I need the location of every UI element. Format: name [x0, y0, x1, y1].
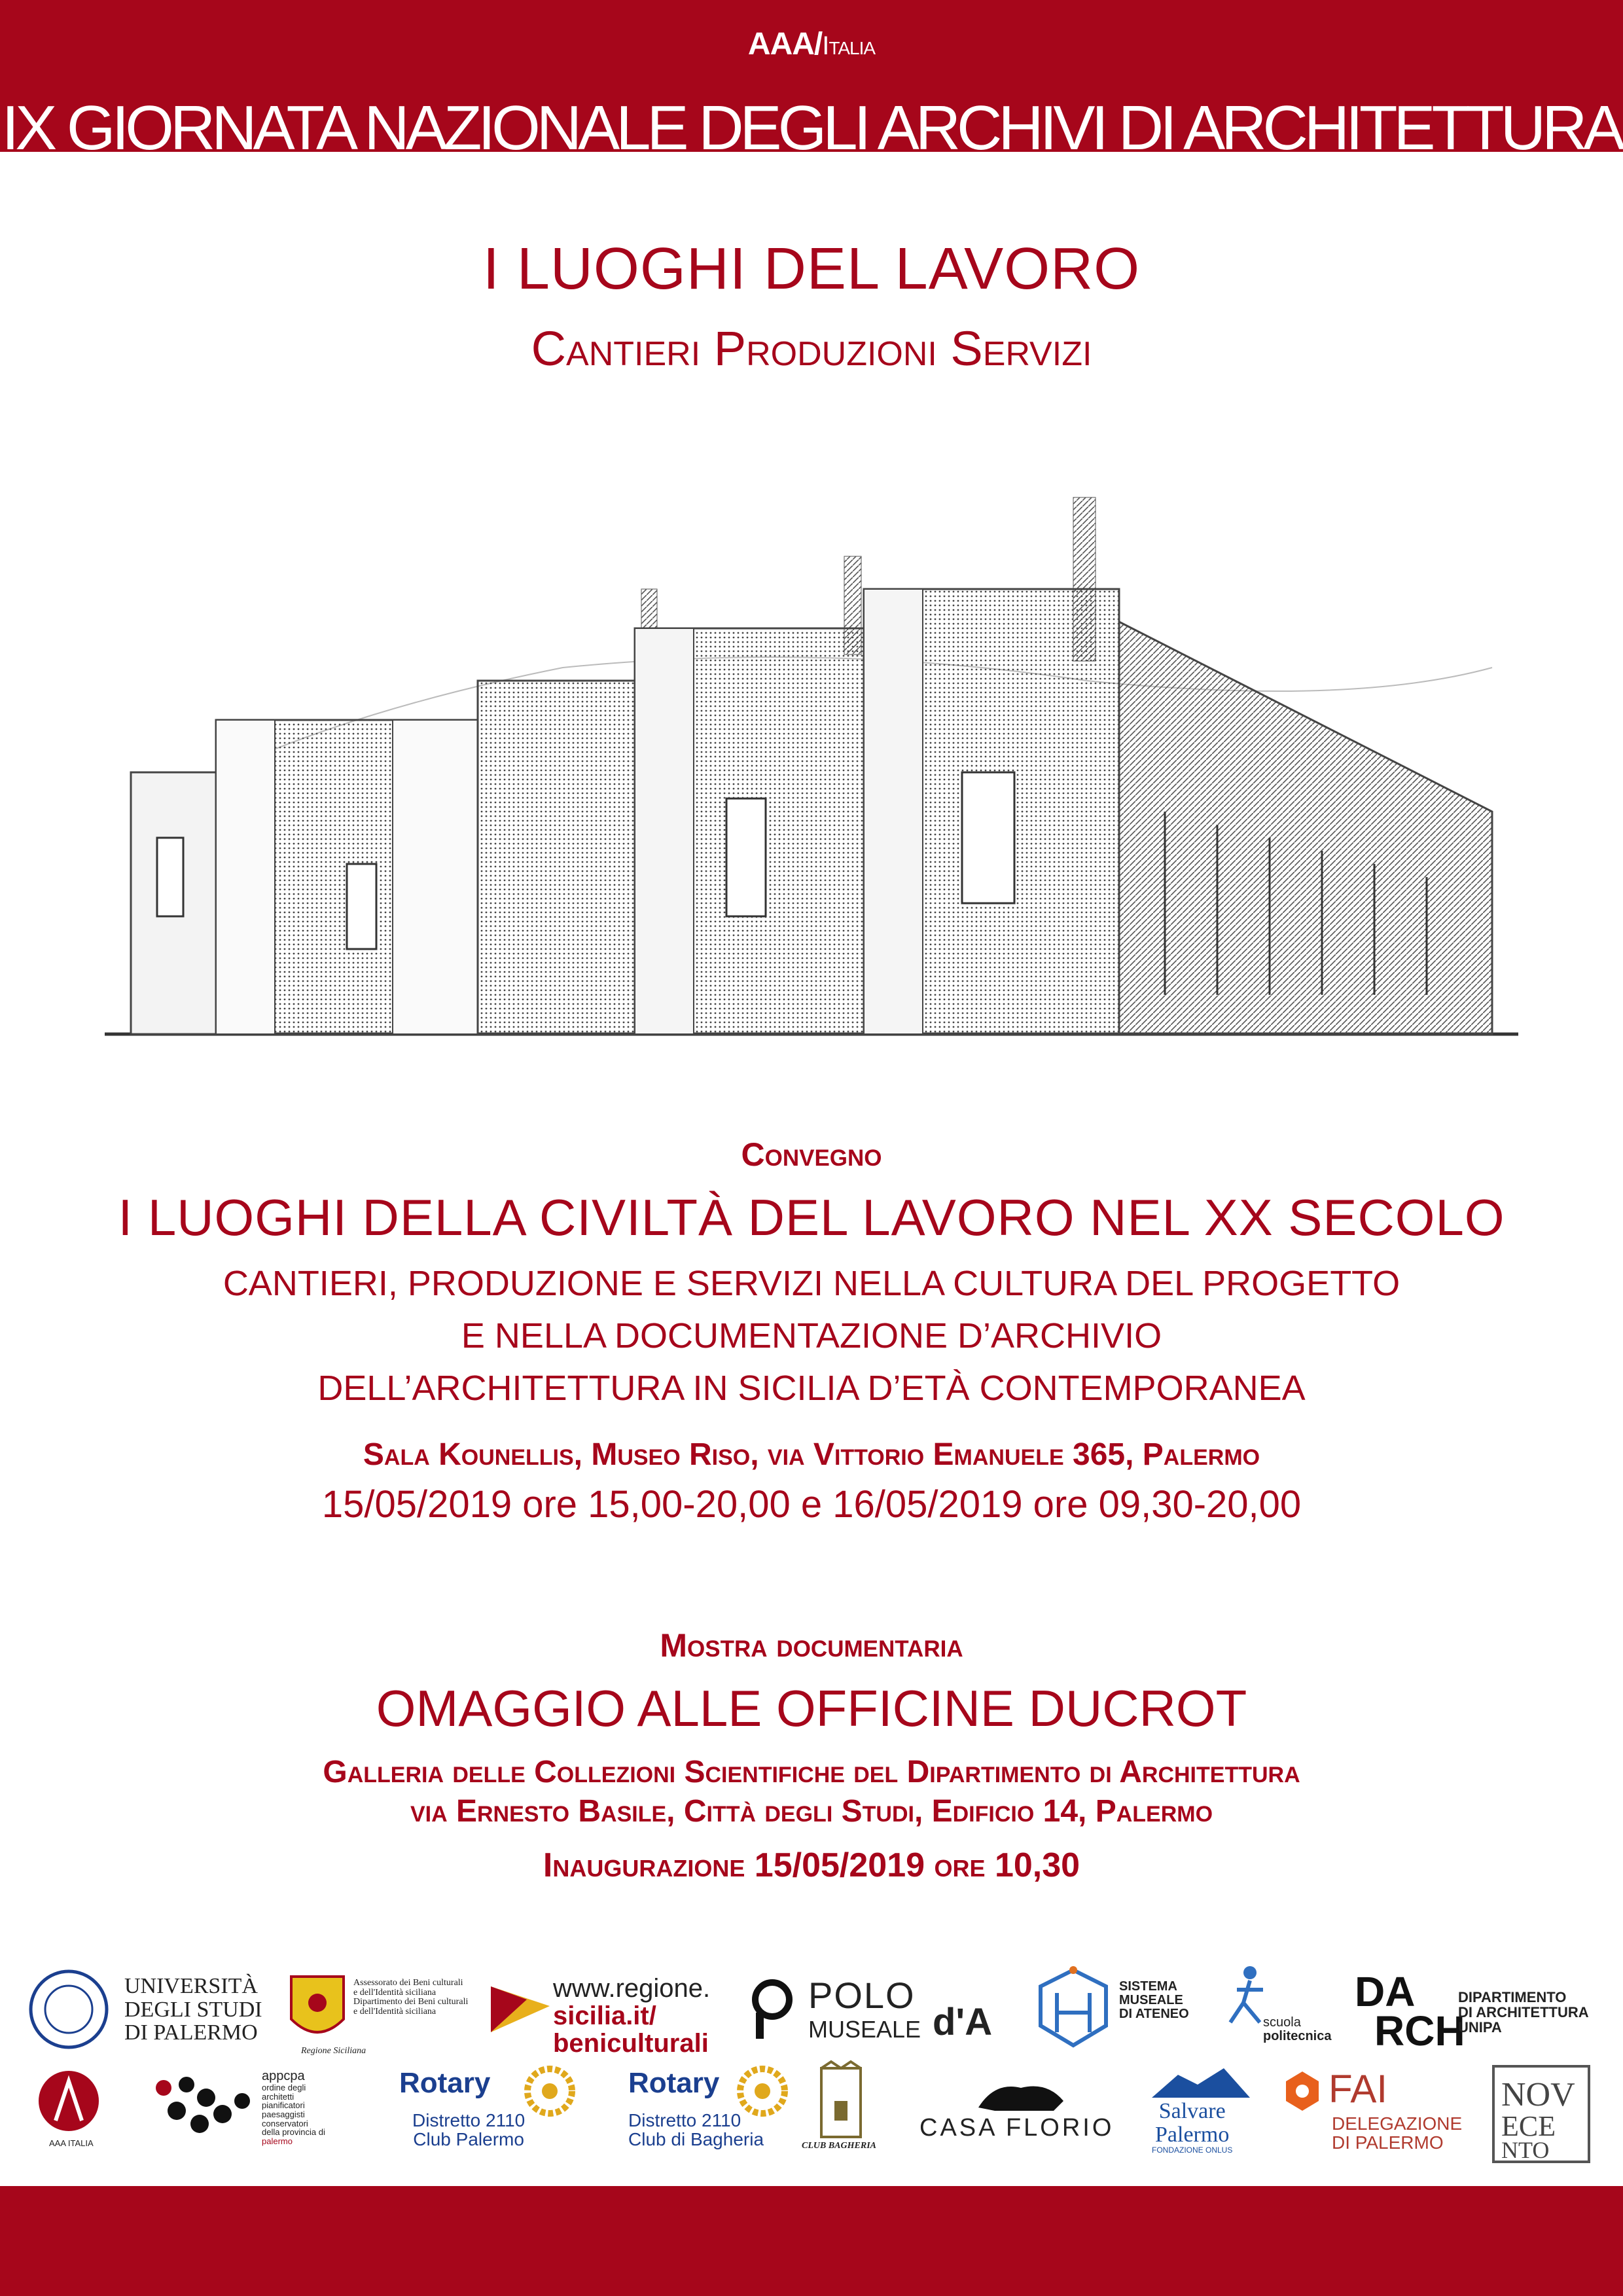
scuola-text: scuola politecnica — [1263, 2015, 1332, 2043]
association-logo: AAA/Italia — [747, 27, 876, 62]
polo-icon — [743, 1977, 802, 2042]
polo-museale-logo — [743, 1977, 1018, 2049]
lion-icon — [975, 2075, 1067, 2114]
svg-text:DA: DA — [1355, 1968, 1416, 2015]
mountain-icon — [1152, 2068, 1250, 2098]
sistema-museale-logo — [1034, 1967, 1198, 2052]
convegno-title: I LUOGHI DELLA CIVILTÀ DEL LAVORO NEL XX SECOLO — [118, 1189, 1505, 1246]
fai-text: FAI — [1329, 2067, 1388, 2111]
salvare-palermo-logo — [1145, 2068, 1257, 2160]
aaa-small-icon — [36, 2068, 101, 2134]
event-banner: IX GIORNATA NAZIONALE DEGLI ARCHIVI DI ARCHITETTURA — [1, 93, 1622, 163]
darch-icon — [1355, 1968, 1465, 2054]
club-bagheria-logo — [795, 2062, 887, 2160]
appc-text: appcpa ordine degli architetti pianificatori paesaggisti conservatori della provincia di palermo — [262, 2069, 325, 2146]
casa-florio-text: CASA FLORIO — [919, 2114, 1115, 2142]
fai-sub: DELEGAZIONE DI PALERMO — [1332, 2113, 1463, 2153]
rotary-wheel-icon — [524, 2065, 576, 2117]
regione-web-icon — [488, 1973, 553, 2039]
main-title: I LUOGHI DEL LAVORO — [482, 236, 1141, 302]
regione-logo — [288, 1973, 471, 2058]
convegno-subtitle-line: DELL’ARCHITETTURA IN SICILIA D’ETÀ CONTEMPORANEA — [317, 1369, 1306, 1408]
novecento-logo — [1492, 2065, 1590, 2163]
mostra-label: Mostra documentaria — [660, 1627, 963, 1664]
fai-icon — [1283, 2068, 1322, 2114]
factory-drawing — [105, 471, 1518, 1080]
convegno-label: Convegno — [741, 1136, 882, 1173]
unipa-logo — [26, 1967, 262, 2052]
mostra-title: OMAGGIO ALLE OFFICINE DUCROT — [376, 1679, 1247, 1737]
sistema-text: SISTEMA MUSEALE DI ATENEO — [1119, 1979, 1189, 2021]
trinacria-icon — [288, 1973, 347, 2045]
rotary-wheel-icon — [736, 2065, 789, 2117]
fai-logo — [1283, 2068, 1466, 2160]
scuola-politecnica-logo — [1224, 1964, 1332, 2055]
aaa-small-text: AAA ITALIA — [49, 2138, 94, 2148]
appc-logo — [151, 2068, 347, 2160]
polo-text: POLO — [808, 1975, 916, 2016]
polo-text-museale: MUSEALE — [808, 2016, 921, 2043]
convegno-subtitle-line: E NELLA DOCUMENTAZIONE D’ARCHIVIO — [461, 1316, 1162, 1355]
aaa-italia-small-logo — [36, 2068, 121, 2160]
salvare-text: Salvare Palermo FONDAZIONE ONLUS — [1152, 2099, 1233, 2155]
svg-text:NOV: NOV — [1501, 2076, 1575, 2113]
regione-text: Assessorato dei Beni culturali e dell'Identità siciliana Dipartimento dei Beni culturali e dell'Identità siciliana — [353, 1978, 469, 2017]
unipa-text: UNIVERSITÀ DEGLI STUDI DI PALERMO — [124, 1974, 262, 2045]
appc-dots-icon — [151, 2068, 255, 2140]
convegno-subtitle-line: CANTIERI, PRODUZIONE E SERVIZI NELLA CULTURA DEL PROGETTO — [223, 1264, 1400, 1303]
mostra-inauguration: Inaugurazione 15/05/2019 ore 10,30 — [543, 1846, 1080, 1884]
rotary-bagheria-title: Rotary — [628, 2067, 720, 2099]
rotary-palermo-logo — [393, 2062, 589, 2160]
rotary-bagheria-sub: Distretto 2110 Club di Bagheria — [628, 2110, 764, 2150]
svg-text:RCH: RCH — [1374, 2007, 1465, 2054]
convegno-venue: Sala Kounellis, Museo Riso, via Vittorio Emanuele 365, Palermo — [363, 1437, 1260, 1472]
darch-text: DIPARTIMENTO DI ARCHITETTURA UNIPA — [1458, 1989, 1589, 2036]
regione-sub: Regione Siciliana — [301, 2046, 366, 2056]
darch-logo — [1355, 1968, 1603, 2054]
casa-florio-logo — [916, 2075, 1126, 2147]
rotary-palermo-sub: Distretto 2110 Club Palermo — [412, 2110, 526, 2150]
club-bagheria-text: CLUB BAGHERIA — [802, 2141, 876, 2151]
footer-band — [0, 2186, 1623, 2296]
regione-web-text: www.regione. sicilia.it/ beniculturali — [553, 1974, 711, 2058]
convegno-dates: 15/05/2019 ore 15,00-20,00 e 16/05/2019 ore 09,30-20,00 — [321, 1483, 1302, 1526]
mostra-address: via Ernesto Basile, Città degli Studi, Edificio 14, Palermo — [410, 1794, 1213, 1829]
mostra-location: Galleria delle Collezioni Scientifiche del Dipartimento di Architettura — [323, 1755, 1300, 1789]
regione-web-logo — [488, 1973, 723, 2058]
svg-text:ECE: ECE — [1501, 2110, 1556, 2142]
rotary-bagheria-logo — [622, 2062, 818, 2160]
main-subtitle: Cantieri Produzioni Servizi — [531, 321, 1092, 376]
polo-text-da: d'A — [933, 2001, 993, 2043]
unipa-seal-icon — [26, 1967, 111, 2052]
tower-icon — [808, 2062, 874, 2140]
novecento-box-icon — [1492, 2065, 1590, 2163]
sistema-icon — [1034, 1967, 1113, 2052]
svg-text:NTO: NTO — [1501, 2137, 1550, 2163]
rotary-palermo-title: Rotary — [399, 2067, 491, 2099]
